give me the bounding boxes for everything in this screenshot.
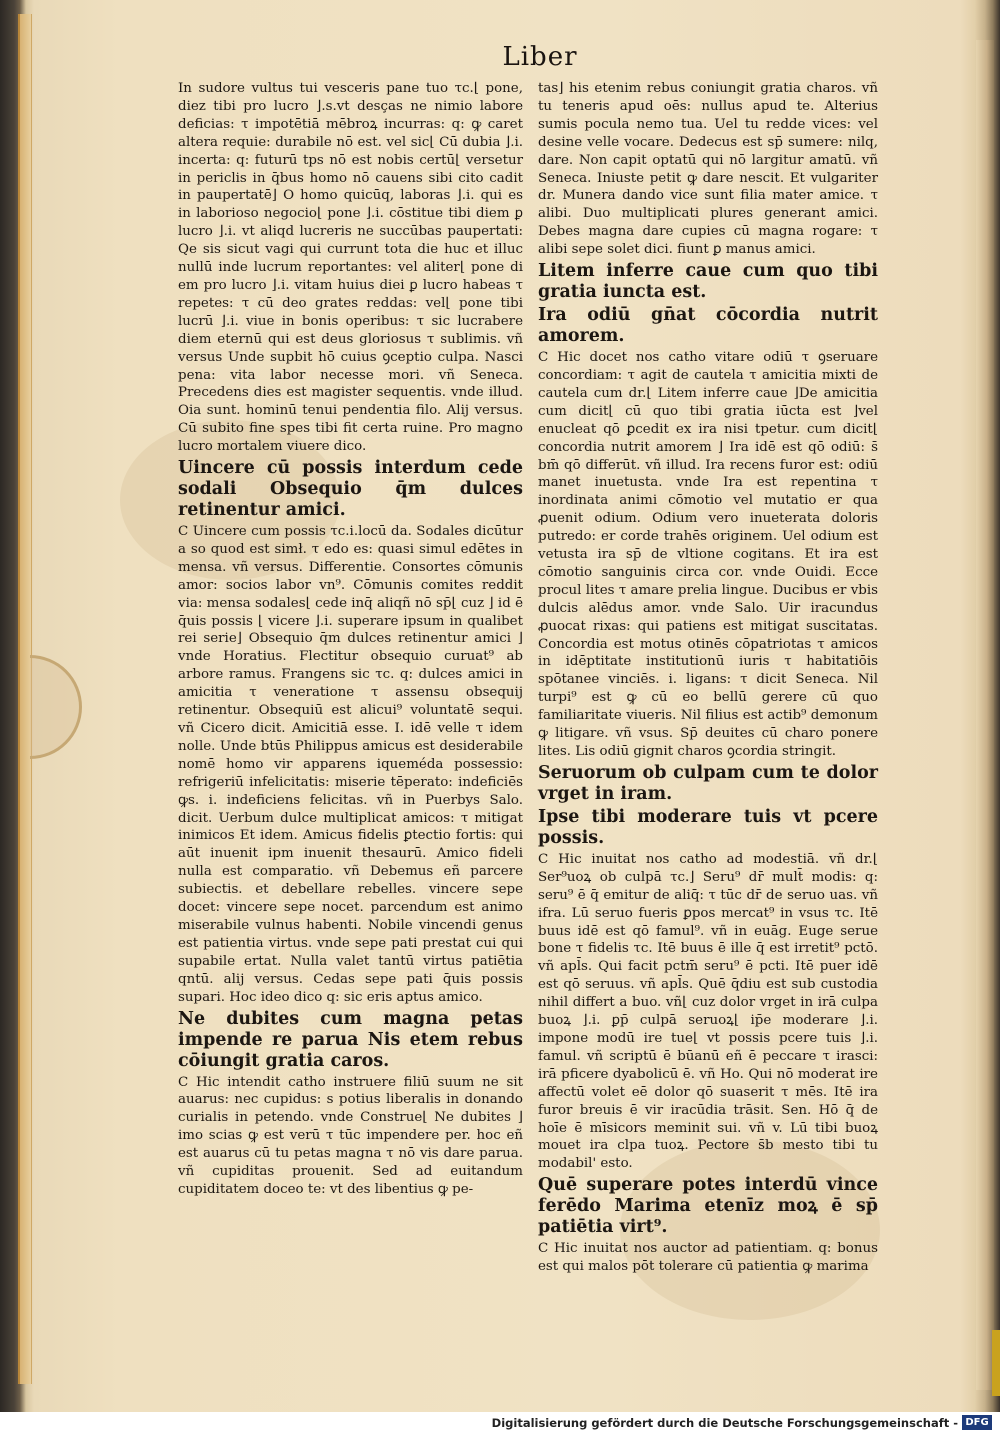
commentary-paragraph: C Hic inuitat nos catho ad modestiā. vñ dr.⌊ Ser⁹uoꝝ ob culpā τc.⌋ Seru⁹ dr̄ mult̄ modis: q: seru⁹ ē q̄ emitur de aliq̄: τ tūc dr̄ de seruo uas. vñ ifra. Lū seruo fueris ꝑpos mercat⁹ in vsus τc. Itē buus idē est qō famul⁹. vñ in euāg. Euge serue bone τ fidelis τc. Itē buus ē ille q̄ est irretit⁹ pctō. vñ apl̄s. Qui facit pctm̄ seru⁹ ē pcti. Itē puer idē est qō seruus. vñ apl̄s. Quē q̄diu est sub custodia nihil differt a buo. vñ⌊ cuz dolor vrget in irā culpa buoꝝ ⌋.i. ꝑp̄ culpā seruoꝝ⌊ ip̄e moderare ⌋.i. impone modū ire tue⌊ vt possis pcere tuis ⌋.i. famul. vñ scriptū ē būanū eñ ē peccare τ irasci: irā pficere dyabolicū ē. vñ Ho. Qui nō moderat ire affectū volet eē dolor qō suaserit τ mēs. Itē ira furor breuis ē vir iracūdia trāsit. Sen. Hō q̄ de hoīe ē mīsicors meminit sui. vñ v. Lū tibi buoꝝ mouet ira clpa tuoꝝ. Pectore s̄b mesto tibi tu modabil' esto.: [538, 851, 878, 1172]
verse-line: Quē superare potes interdū vince ferēdo Marima etenīz moꝝ ē sp̄ patiētia virt⁹.: [538, 1175, 878, 1238]
verse-line: Ne dubites cum magna petas impende re parua Nis etem rebus cōiungit gratia caros.: [178, 1008, 523, 1071]
verse-line: Litem inferre caue cum quo tibi gratia iuncta est.: [538, 261, 878, 303]
commentary-paragraph: C Hic intendit catho instruere filiū suum ne sit auarus: nec cupidus: s potius liberalis in donando curialis in petendo. vnde Construe⌊ Ne dubites ⌋ imo scias ꝙ est verū τ tūc impendere per. hoc eñ est auarus cū tu petas magna τ nō vis dare parua. vñ cupiditas prouenit. Sed ad euitandum cupiditatem doceo te: vt des libentius ꝙ pe-: [178, 1074, 523, 1197]
right-text-column: [538, 80, 878, 1276]
right-page-block: [976, 40, 994, 1390]
verse-line: Uincere cū possis interdum cede sodali Obsequio q̄m dulces retinentur amici.: [178, 458, 523, 521]
running-head: Liber: [502, 42, 578, 72]
commentary-paragraph: C Hic docet nos catho vitare odiū τ ꝯseruare concordiam: τ agit de cautela τ amicitia mixti de cautela cum dr.⌊ Litem inferre caue ⌋De amicitia cum dicit⌊ cū quo tibi gratia iūcta est ⌋vel enucleat qō ꝑcedit ex ira nisi tpetur. cum dicit⌊ concordia nutrit amorem ⌋ Ira idē est qō odiū: s̄ bm̄ qō differūt. vñ illud. Ira recens furor est: odiū manet inuetusta. vnde Ira est repentina τ inordinata animi cōmotio vel mutatio er qua ꝓuenit odium. Odium vero inueterata doloris putredo: er corde trahēs originem. Uel odium est vetusta ira sp̄ de vltione cogitans. Et ira est cōmotio sanguinis circa cor. vnde Ouidi. Ecce procul lites τ amare prelia lingue. Ducibus er vbis dulcis alēdus amor. vnde Salo. Uir iracundus ꝓuocat rixas: qui patiens est mitigat suscitatas. Concordia est motus otinēs cōpatriotas τ amicos in idēptitate institutionū iuris τ habitatiōis spōtanee vinciēs. i. ligans: τ dicit Seneca. Nil turpi⁹ est ꝙ cū eo bellū gerere cū quo familiaritate viueris. Nil filius est actib⁹ demonum ꝙ litigare. vñ vsus. Sp̄ deuites cū charo ponere lites. Lis odiū gignit charos ꝯcordia stringit.: [538, 350, 878, 759]
commentary-paragraph: C Hic inuitat nos auctor ad patientiam. q: bonus est qui malos pōt tolerare cū patientia ꝙ marima: [538, 1241, 878, 1275]
dfg-logo: DFG: [962, 1415, 992, 1430]
funding-credit: Digitalisierung gefördert durch die Deutsche Forschungsgemeinschaft -: [491, 1416, 958, 1430]
bookmark-tab: [992, 1330, 1000, 1396]
footer-bar: [0, 1412, 1000, 1434]
left-text-column: [178, 80, 523, 1199]
commentary-paragraph: C Uincere cum possis τc.i.locū da. Sodales dicūtur a so quod est simł. τ edo es: quasi simul edētes in mensa. vñ versus. Differentie. Consortes cōmunis amor: socios labor vn⁹. Cōmunis comites reddit via: mensa sodales⌊ cede inq̄ aliqñ nō sp̄⌊ cuz ⌋ id ē q̄uis possis ⌊ vicere ⌋.i. superare ipsum in qualibet rei serie⌋ Obsequio q̄m dulces retinentur amici ⌋ vnde Horatius. Flectitur obsequio curuat⁹ ab arbore ramus. Frangens sic τc. q: dulces amici in amicitia τ veneratione τ assensu obsequij retinentur. Obsequiū est alicui⁹ voluntatē sequi. vñ Cicero dicit. Amicitiā esse. I. idē velle τ idem nolle. Unde btūs Philippus amicus est desiderabile nomē homo vir apparens iqueméda possessio: refrigeriū infelicitatis: miserie tēperato: indeficiēs ꝙs. i. indeficiens felicitas. vñ in Puerbys Salo. dicit. Uerbum dulce multiplicat amicos: τ mitigat inimicos Et idem. Amicus fidelis ꝑtectio fortis: qui aūt inuenit ipm inuenit thesaurū. Amico fideli nulla est comparatio. vñ Debemus eñ parcere subiectis. et debellare rebelles. vincere sepe docet: vincere sepe nocet. parcendum est animo miserabile vulnus habenti. Nobile vincendi genus est patientia virtus. vnde sepe pati prestat cui qui supabile ertat. Nulla valet tantū virtus patiētia qntū. alij versus. Cedas sepe pati q̄uis possis supari. Hoc ideo dico q: sic eris aptus amico.: [178, 524, 523, 1005]
verse-line: Seruorum ob culpam cum te dolor vrget in iram.: [538, 762, 878, 804]
clasp-mark: [30, 655, 82, 759]
commentary-paragraph: In sudore vultus tui vesceris pane tuo τc.⌊ pone, diez tibi pro lucro ⌋.s.vt desças ne nimio labore deficias: τ impotētiā mēbroꝝ incurras: q: ꝙ caret altera requie: durabile nō est. vel sic⌊ Cū dubia ⌋.i. incerta: q: futurū tps nō est nobis certū⌊ versetur in periclis in q̄bus homo nō cauens sibi cito cadit in paupertatē⌋ O homo quicūq, laboras ⌋.i. qui es in laborioso negocio⌊ pone ⌋.i. cōstitue tibi diem ꝑ lucro ⌋.i. vt aliqd lucreris ne succūbas paupertati: Qe sis sicut vagi qui currunt tota die huc et illuc nullū inde lucrum reportantes: vel aliter⌊ pone di em pro lucro ⌋.i. vitam huius diei ꝑ lucro habeas τ repetes: τ cū deo grates reddas: vel⌊ pone tibi lucrū ⌋.i. viue in bonis operibus: τ sic lucrabere diem eternū qui est deus gloriosus τ sublimis. vñ versus Unde supbit hō cuius ꝯceptio culpa. Nasci pena: vita labor necesse mori. vñ Seneca. Precedens dies est magister sequentis. vnde illud. Oia sunt. hominū tenui pendentia filo. Alij versus. Cū subito fine spes tibi fit certa ruine. Pro magno lucro mortalem viuere dico.: [178, 81, 523, 455]
verse-line: Ira odiū gn̄at cōcordia nutrit amorem.: [538, 305, 878, 347]
commentary-paragraph: tas⌋ his etenim rebus coniungit gratia charos. vñ tu teneris apud oēs: nullus apud te. Alterius sumis pocula nemo tua. Uel tu redde vices: vel desine velle vocare. Dedecus est sp̄ sumere: nilq, dare. Non capit optatū qui nō largitur amatū. vñ Seneca. Iniuste petit ꝙ dare nescit. Et vulgariter dr. Munera dando vice sunt filia mater amice. τ alibi. Duo multiplicati plures generant amici. Debes magna dare cupies cū magna rogare: τ alibi sepe solet dici. fiunt ꝑ manus amici.: [538, 81, 878, 258]
verse-line: Ipse tibi moderare tuis vt pcere possis.: [538, 806, 878, 848]
